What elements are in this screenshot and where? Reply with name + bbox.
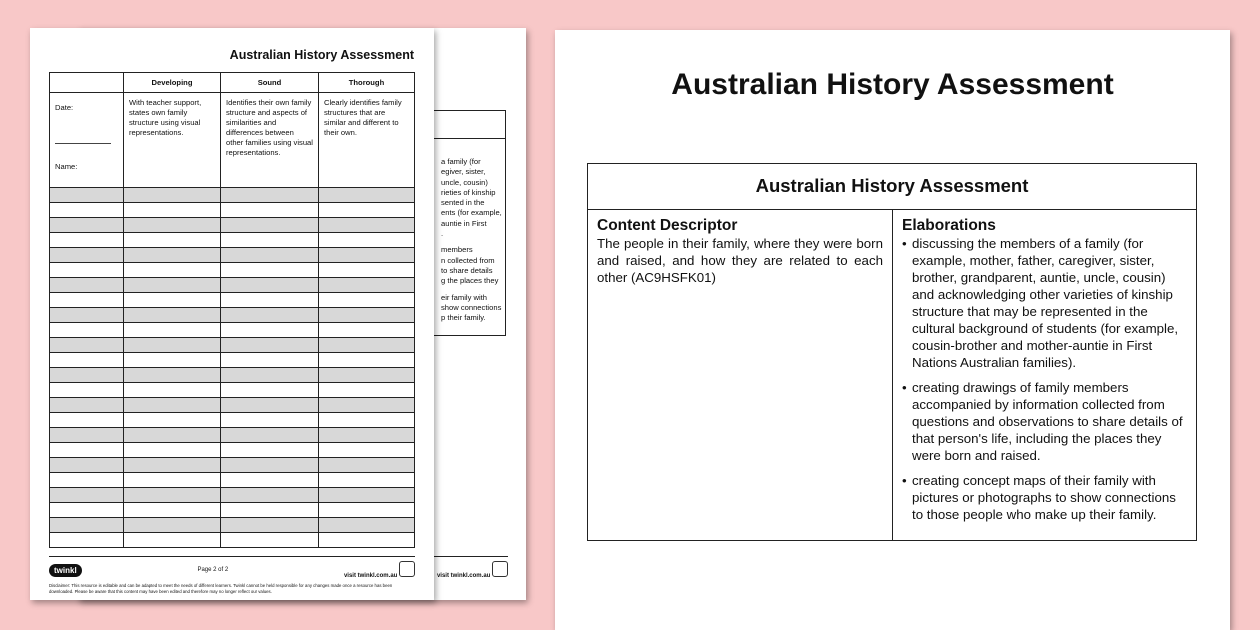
blank-cell[interactable] [50,473,124,488]
elab-heading: Elaborations [902,217,996,234]
blank-cell[interactable] [319,353,415,368]
blank-row [50,518,415,533]
blank-cell[interactable] [50,323,124,338]
blank-cell[interactable] [50,458,124,473]
blank-cell[interactable] [124,218,221,233]
blank-row [50,503,415,518]
blank-cell[interactable] [221,218,319,233]
footer [49,556,415,595]
blank-row [50,413,415,428]
curriculum-table [587,163,1197,541]
blank-cell[interactable] [221,443,319,458]
blank-row [50,383,415,398]
blank-cell[interactable] [221,488,319,503]
blank-cell[interactable] [50,413,124,428]
content-heading: Content Descriptor [597,217,738,234]
blank-cell[interactable] [319,413,415,428]
blank-cell[interactable] [319,458,415,473]
blank-row [50,473,415,488]
blank-cell[interactable] [124,278,221,293]
blank-cell[interactable] [50,533,124,548]
blank-cell[interactable] [221,293,319,308]
blank-cell[interactable] [221,308,319,323]
blank-cell[interactable] [50,248,124,263]
main-title: Australian History Assessment [671,68,1114,101]
blank-cell[interactable] [319,233,415,248]
blank-cell[interactable] [50,293,124,308]
blank-cell[interactable] [124,518,221,533]
blank-cell[interactable] [319,518,415,533]
elaborations-cell [893,210,1196,540]
blank-cell[interactable] [319,278,415,293]
blank-cell[interactable] [50,383,124,398]
blank-row [50,338,415,353]
blank-cell[interactable] [319,443,415,458]
blank-cell[interactable] [221,188,319,203]
blank-cell[interactable] [124,473,221,488]
blank-cell[interactable] [50,233,124,248]
blank-cell[interactable] [124,293,221,308]
blank-cell[interactable] [50,263,124,278]
content-text: The people in their family, where they were born and raised, and how they are related to each other (AC9HSFK01) [597,236,883,285]
blank-cell[interactable] [319,188,415,203]
blank-cell[interactable] [124,488,221,503]
header-thorough: Thorough [319,73,415,93]
blank-cell[interactable] [50,398,124,413]
blank-cell[interactable] [124,533,221,548]
blank-cell[interactable] [319,488,415,503]
blank-row [50,398,415,413]
main-page [555,30,1230,630]
blank-row [50,308,415,323]
blank-cell[interactable] [221,518,319,533]
blank-row [50,323,415,338]
blank-row [50,458,415,473]
blank-cell[interactable] [50,218,124,233]
rubric-page [30,28,434,600]
header-developing: Developing [124,73,221,93]
blank-cell[interactable] [221,368,319,383]
header-sound: Sound [221,73,319,93]
blank-cell[interactable] [50,203,124,218]
blank-cell[interactable] [221,278,319,293]
content-descriptor-cell [588,210,893,540]
blank-cell[interactable] [124,503,221,518]
twinkl-logo: twinkl [49,564,82,577]
student-info-cell[interactable]: Date: Name: [50,93,124,188]
blank-cell[interactable] [50,353,124,368]
blank-cell[interactable] [50,428,124,443]
back-elab-2: members n collected from to share details g the places they [441,245,499,286]
badge-icon [399,561,415,577]
blank-row [50,218,415,233]
blank-row [50,263,415,278]
site-link[interactable]: visit twinkl.com.au [343,573,398,579]
blank-cell[interactable] [124,428,221,443]
blank-cell[interactable] [221,398,319,413]
blank-cell[interactable] [221,248,319,263]
rubric-table [49,72,415,548]
blank-cell[interactable] [50,278,124,293]
blank-cell[interactable] [50,488,124,503]
blank-cell[interactable] [319,308,415,323]
blank-cell[interactable] [124,413,221,428]
blank-cell[interactable] [319,533,415,548]
blank-row [50,488,415,503]
blank-row [50,293,415,308]
blank-row [50,248,415,263]
blank-cell[interactable] [124,323,221,338]
blank-row [50,353,415,368]
blank-cell[interactable] [124,368,221,383]
page-number: Page 2 of 2 [197,567,229,573]
blank-cell[interactable] [221,233,319,248]
blank-cell[interactable] [124,308,221,323]
blank-row [50,428,415,443]
disclaimer: Disclaimer: This resource is editable and can be adapted to meet the needs of different learners. Twinkl cannot be held responsible for any changes made once a resource has been downloaded. Please be aware that this content may have been edited and therefore may no longer reflect our values. [49,583,393,594]
blank-cell[interactable] [50,443,124,458]
elaboration-item: • creating drawings of family members accompanied by information collected from questions and observations to share details of that person's life, including the places they were born and raised. [902,379,1187,464]
blank-row [50,443,415,458]
blank-cell[interactable] [319,338,415,353]
blank-cell[interactable] [319,503,415,518]
blank-cell[interactable] [124,443,221,458]
blank-row [50,533,415,548]
blank-cell[interactable] [50,368,124,383]
blank-cell[interactable] [124,383,221,398]
blank-cell[interactable] [319,398,415,413]
blank-cell[interactable] [50,518,124,533]
blank-cell[interactable] [221,203,319,218]
blank-cell[interactable] [221,458,319,473]
blank-cell[interactable] [221,473,319,488]
elaboration-item: • discussing the members of a family (for example, mother, father, caregiver, sister, brother, grandparent, auntie, uncle, cousin) and acknowledging other varieties of kinship structure that may be represented in the cultural background of students (for example, cousin-brother and mother-auntie in First Nations Australian families). [902,235,1187,371]
blank-cell[interactable] [221,413,319,428]
blank-cell[interactable] [50,188,124,203]
back-elab-3: eir family with show connections p their family. [441,292,502,323]
blank-cell[interactable] [221,323,319,338]
blank-row [50,233,415,248]
blank-row [50,368,415,383]
blank-cell[interactable] [221,263,319,278]
blank-cell[interactable] [319,218,415,233]
blank-row [50,188,415,203]
blank-row [50,278,415,293]
blank-cell[interactable] [319,293,415,308]
blank-cell[interactable] [221,383,319,398]
blank-cell[interactable] [319,263,415,278]
blank-cell[interactable] [124,188,221,203]
blank-cell[interactable] [124,233,221,248]
blank-cell[interactable] [221,533,319,548]
blank-cell[interactable] [319,368,415,383]
elaboration-item: • creating concept maps of their family with pictures or photographs to show connections to those people who make up their family. [902,472,1187,523]
blank-cell[interactable] [50,308,124,323]
blank-cell[interactable] [319,473,415,488]
blank-cell[interactable] [319,203,415,218]
blank-cell[interactable] [124,203,221,218]
thorough-descriptor: Clearly identifies family structures that are similar and different to their own. [319,93,415,188]
blank-cell[interactable] [221,338,319,353]
blank-cell[interactable] [124,398,221,413]
blank-cell[interactable] [124,338,221,353]
blank-cell[interactable] [221,428,319,443]
developing-descriptor: With teacher support, states own family structure using visual representations. [124,93,221,188]
blank-row [50,203,415,218]
blank-cell[interactable] [319,248,415,263]
sound-descriptor: Identifies their own family structure and aspects of similarities and differences between other families using visual representations. [221,93,319,188]
blank-cell[interactable] [124,248,221,263]
blank-cell[interactable] [50,503,124,518]
blank-cell[interactable] [124,263,221,278]
blank-cell[interactable] [50,338,124,353]
blank-cell[interactable] [319,323,415,338]
table-title: Australian History Assessment [588,164,1196,210]
page-title: Australian History Assessment [229,48,414,62]
back-elab-1: a family (for egiver, sister, uncle, cousin) rieties of kinship sented in the ents (for example, auntie in First . [441,157,502,239]
badge-icon [492,561,508,577]
blank-cell[interactable] [319,383,415,398]
blank-cell[interactable] [319,428,415,443]
blank-cell[interactable] [221,503,319,518]
blank-cell[interactable] [221,353,319,368]
blank-cell[interactable] [124,353,221,368]
back-footer: visit twinkl.com.au [228,556,508,579]
blank-cell[interactable] [124,458,221,473]
